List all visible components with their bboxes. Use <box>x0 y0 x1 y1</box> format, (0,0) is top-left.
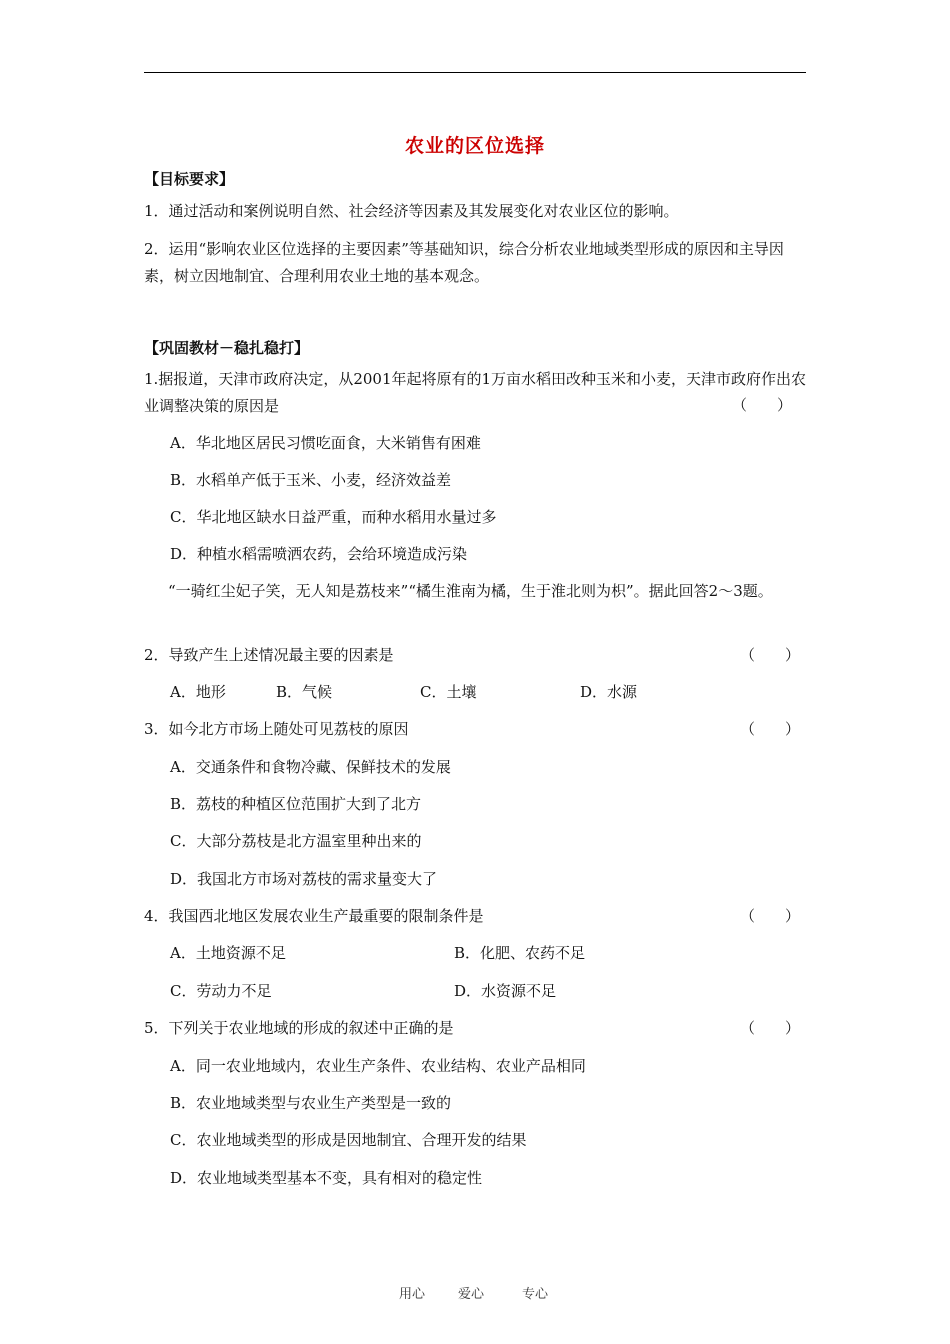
q4-option-c: C．劳动力不足 <box>170 982 272 1000</box>
q1-option-a: A．华北地区居民习惯吃面食，大米销售有困难 <box>170 434 481 452</box>
q5-option-c: C．农业地域类型的形成是因地制宜、合理开发的结果 <box>170 1131 527 1149</box>
footer-text-3: 专心 <box>522 1287 549 1302</box>
q2-option-b: B．气候 <box>276 683 333 701</box>
q4-option-a: A．土地资源不足 <box>170 944 286 962</box>
q4-option-b: B．化肥、农药不足 <box>454 944 586 962</box>
question-1-stem: 1.据报道，天津市政府决定，从2001年起将原有的1万亩水稻田改种玉米和小麦，天津市政府作出农业调整决策的原因是 <box>144 370 807 415</box>
answer-paren-5: （ ） <box>740 1019 801 1037</box>
q1-option-b: B．水稻单产低于玉米、小麦，经济效益差 <box>170 471 452 489</box>
q2-option-d: D．水源 <box>580 683 638 701</box>
question-5-stem: 5．下列关于农业地域的形成的叙述中正确的是 <box>144 1019 454 1037</box>
q1-option-c: C．华北地区缺水日益严重，而种水稻用水量过多 <box>170 508 497 526</box>
q3-option-a: A．交通条件和食物冷藏、保鲜技术的发展 <box>170 758 451 776</box>
q5-option-d: D．农业地域类型基本不变，具有相对的稳定性 <box>170 1169 483 1187</box>
q5-option-a: A．同一农业地域内，农业生产条件、农业结构、农业产品相同 <box>170 1057 586 1075</box>
q3-option-c: C．大部分荔枝是北方温室里种出来的 <box>170 832 422 850</box>
answer-paren-3: （ ） <box>740 720 801 738</box>
section-heading-goals: 【目标要求】 <box>144 170 235 188</box>
q3-option-b: B．荔枝的种植区位范围扩大到了北方 <box>170 795 422 813</box>
poem-intro: “一骑红尘妃子笑，无人知是荔枝来”“橘生淮南为橘，生于淮北则为枳”。据此回答2～3题。 <box>168 582 773 600</box>
answer-paren-1: （ ） <box>732 396 793 414</box>
question-3-stem: 3．如今北方市场上随处可见荔枝的原因 <box>144 720 409 738</box>
q1-option-d: D．种植水稻需喷洒农药，会给环境造成污染 <box>170 545 468 563</box>
goal-item-2: 2．运用“影响农业区位选择的主要因素”等基础知识，综合分析农业地域类型形成的原因和主导因素，树立因地制宜、合理利用农业土地的基本观念。 <box>144 240 784 285</box>
goal-item-1: 1．通过活动和案例说明自然、社会经济等因素及其发展变化对农业区位的影响。 <box>144 202 679 220</box>
page-title: 农业的区位选择 <box>404 135 545 157</box>
section-heading-practice: 【巩固教材－稳扎稳打】 <box>144 339 310 357</box>
footer-text-1: 用心 <box>399 1287 426 1302</box>
q2-option-c: C．土壤 <box>420 683 477 701</box>
q5-option-b: B．农业地域类型与农业生产类型是一致的 <box>170 1094 452 1112</box>
q4-option-d: D．水资源不足 <box>454 982 557 1000</box>
q2-option-a: A．地形 <box>170 683 226 701</box>
footer-text-2: 爱心 <box>458 1287 485 1302</box>
answer-paren-2: （ ） <box>740 646 801 664</box>
answer-paren-4: （ ） <box>740 907 801 925</box>
header-rule <box>144 72 806 73</box>
question-4-stem: 4．我国西北地区发展农业生产最重要的限制条件是 <box>144 907 484 925</box>
question-2-stem: 2．导致产生上述情况最主要的因素是 <box>144 646 394 664</box>
q3-option-d: D．我国北方市场对荔枝的需求量变大了 <box>170 870 438 888</box>
